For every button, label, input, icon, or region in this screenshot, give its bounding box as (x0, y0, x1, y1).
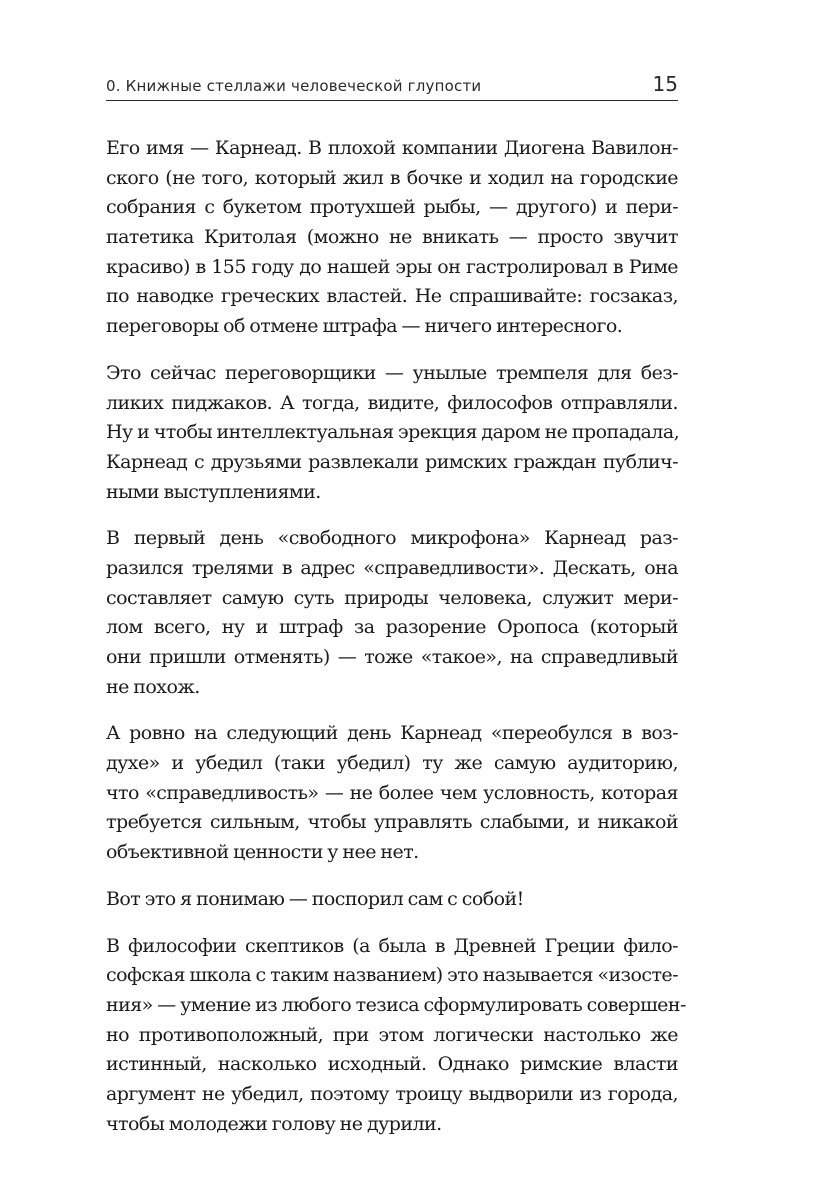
text-line: истинный, насколько исходный. Однако римские власти (106, 1053, 678, 1076)
text-line: не похож. (106, 675, 200, 698)
text-line: разился трелями в адрес «справедливости». Дескать, она (106, 556, 678, 579)
text-line: ния» — умение из любого тезиса сформулировать совершен- (106, 993, 686, 1016)
text-line: переговоры об отмене штрафа — ничего интересного. (106, 315, 623, 338)
text-line: Его имя — Карнеад. В плохой компании Диогена Вавилон- (106, 137, 678, 159)
body-text (106, 134, 686, 1156)
paragraph-4 (106, 719, 678, 867)
text-line: лом всего, ну и штраф за разорение Оропоса (который (106, 616, 678, 639)
text-line: Карнеад с друзьями развлекали римских граждан публич- (106, 450, 678, 473)
running-header (106, 70, 678, 101)
paragraph-5 (106, 885, 678, 915)
text-line: В философии скептиков (а была в Древней Греции фило- (106, 934, 678, 957)
text-line: объективной ценности у нее нет. (106, 841, 419, 864)
running-title: 0. Книжные стеллажи человеческой глупости (106, 77, 482, 95)
text-line: Вот это я понимаю — поспорил сам с собой! (106, 887, 524, 910)
paragraph-3 (106, 524, 678, 702)
paragraph-1 (106, 134, 678, 342)
text-line: что «справедливость» — не более чем условность, которая (106, 781, 678, 804)
text-line: чтобы молодежи голову не дурили. (106, 1112, 442, 1135)
text-line: А ровно на следующий день Карнеад «переобулся в воз- (106, 722, 678, 745)
text-line: ными выступлениями. (106, 480, 321, 503)
text-line: патетика Критолая (можно не вникать — просто звучит (106, 226, 678, 249)
text-line: составляет самую суть природы человека, служит мери- (106, 586, 678, 609)
text-line: аргумент не убедил, поэтому троицу выдворили из города, (106, 1082, 678, 1105)
page-number: 15 (652, 72, 678, 96)
text-line: В первый день «свободного микрофона» Карнеад раз- (106, 527, 678, 550)
text-line: ского (не того, который жил в бочке и ходил на городские (106, 166, 678, 189)
text-line: софская школа с таким названием) это называется «изосте- (106, 964, 678, 987)
text-line: требуется сильным, чтобы управлять слабыми, и никакой (106, 811, 678, 834)
text-line: собрания с букетом протухшей рыбы, — другого) и пери- (106, 196, 678, 219)
text-line: по наводке греческих властей. Не спрашивайте: госзаказ, (106, 285, 678, 308)
paragraph-6 (106, 932, 686, 1140)
text-line: но противоположный, при этом логически настолько же (106, 1023, 678, 1046)
text-line: духе» и убедил (таки убедил) ту же самую аудиторию, (106, 752, 678, 775)
text-line: ликих пиджаков. А тогда, видите, философов отправляли. (106, 391, 678, 414)
text-line: красиво) в 155 году до нашей эры он гастролировал в Риме (106, 255, 678, 278)
text-line: они пришли отменять) — тоже «такое», на справедливый (106, 646, 678, 668)
text-line: Ну и чтобы интеллектуальная эрекция даром не пропадала, (106, 421, 680, 444)
text-line: Это сейчас переговорщики — унылые тремпеля для без- (106, 361, 678, 384)
paragraph-2 (106, 359, 678, 507)
